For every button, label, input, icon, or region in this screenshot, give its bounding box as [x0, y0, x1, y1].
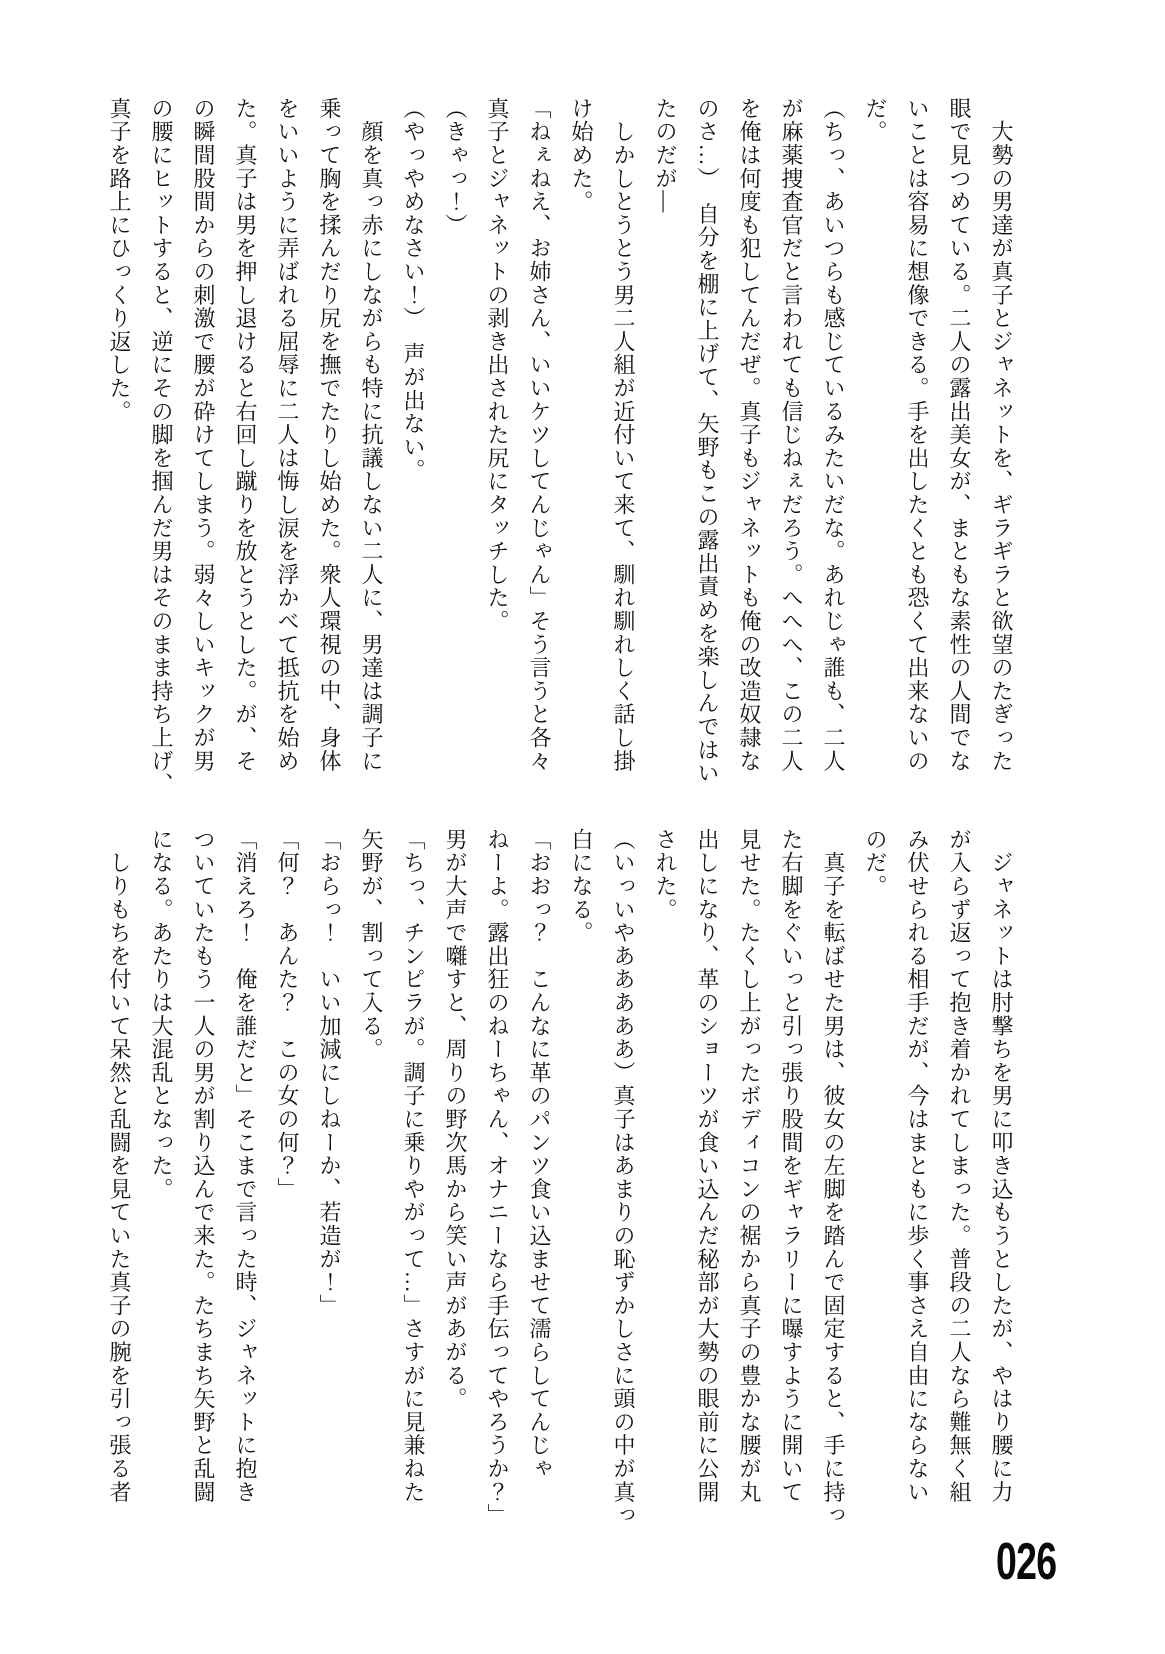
text-line: た右脚をぐいっと引っ張り股間をギャラリーに曝すように開いて	[779, 828, 804, 1504]
text-line: 矢野が、割って入る。	[359, 828, 384, 1061]
text-line: いことは容易に想像できる。手を出したくとも恐くて出来ないの	[905, 97, 930, 773]
text-line: になる。あたりは大混乱となった。	[149, 828, 174, 1201]
text-line: た。真子は男を押し退けると右回し蹴りを放とうとした。が、そ	[233, 97, 258, 773]
bottom-text-block	[98, 828, 1022, 1527]
text-line: のだ。	[863, 828, 888, 898]
text-line: ついていたもう一人の男が割り込んで来た。たちまち矢野と乱闘	[191, 828, 216, 1504]
text-line: 眼で見つめている。二人の露出美女が、まともな素性の人間でな	[947, 97, 972, 773]
text-line: が麻薬捜査官だと言われても信じねぇだろう。へへへ、この二人	[779, 97, 804, 773]
text-line: （ちっ、あいつらも感じているみたいだな。あれじゃ誰も、二人	[821, 97, 846, 773]
text-line: み伏せられる相手だが、今はまともに歩く事さえ自由にならない	[905, 828, 930, 1504]
text-line: 大勢の男達が真子とジャネットを、ギラギラと欲望のたぎった	[989, 97, 1014, 773]
text-line: 真子とジャネットの剥き出された尻にタッチした。	[485, 97, 510, 633]
text-line: 白になる。	[569, 828, 594, 945]
text-line: ねーよ。露出狂のねーちゃん、オナニーなら手伝ってやろうか？」	[485, 828, 510, 1527]
text-line: 「おらっ！ いい加減にしねーか、若造が！」	[317, 828, 342, 1318]
text-line: しかしとうとう男二人組が近付いて来て、馴れ馴れしく話し掛	[611, 97, 636, 773]
top-text-block	[98, 97, 1022, 796]
text-line: 顔を真っ赤にしながらも特に抗議しない二人に、男達は調子に	[359, 97, 384, 773]
text-line: だ。	[863, 97, 888, 144]
text-line: たのだが―	[653, 97, 678, 214]
text-line: のさ…） 自分を棚に上げて、矢野もこの露出責めを楽しんではい	[695, 97, 720, 785]
text-line: が入らず返って抱き着かれてしまった。普段の二人なら難無く組	[947, 828, 972, 1504]
text-line: （やっやめなさい！） 声が出ない。	[401, 97, 426, 483]
page-number: 026	[996, 1533, 1057, 1591]
text-line: （いっいやあああああ）真子はあまりの恥ずかしさに頭の中が真っ	[611, 828, 636, 1527]
text-line: の瞬間股間からの刺激で腰が砕けてしまう。弱々しいキックが男	[191, 97, 216, 773]
text-line: ジャネットは肘撃ちを男に叩き込もうとしたが、やはり腰に力	[989, 828, 1014, 1504]
text-line: 「おおっ？ こんなに革のパンツ食い込ませて濡らしてんじゃ	[527, 828, 552, 1481]
text-line: 見せた。たくし上がったボディコンの裾から真子の豊かな腰が丸	[737, 828, 762, 1504]
text-line: 「ねぇねえ、お姉さん、いいケツしてんじゃん」そう言うと各々	[527, 97, 552, 773]
text-line: された。	[653, 828, 678, 922]
text-line: を俺は何度も犯してんだぜ。真子もジャネットも俺の改造奴隷な	[737, 97, 762, 773]
text-line: 男が大声で囃すと、周りの野次馬から笑い声があがる。	[443, 828, 468, 1411]
text-line: 真子を転ばせた男は、彼女の左脚を踏んで固定すると、手に持っ	[821, 828, 846, 1527]
text-line: 出しになり、革のショーツが食い込んだ秘部が大勢の眼前に公開	[695, 828, 720, 1504]
text-line: 「消えろ！ 俺を誰だと」そこまで言った時、ジャネットに抱き	[233, 828, 258, 1504]
text-line: 「何？ あんた？ この女の何？」	[275, 828, 300, 1201]
text-line: 真子を路上にひっくり返した。	[107, 97, 132, 424]
text-line: をいいように弄ばれる屈辱に二人は悔し涙を浮かべて抵抗を始め	[275, 97, 300, 773]
text-line: （きゃっ！）	[443, 97, 468, 237]
text-line: 乗って胸を揉んだり尻を撫でたりし始めた。衆人環視の中、身体	[317, 97, 342, 773]
text-line: 「ちっ、チンピラが。調子に乗りやがって…」さすがに見兼ねた	[401, 828, 426, 1504]
text-line: け始めた。	[569, 97, 594, 214]
text-line: しりもちを付いて呆然と乱闘を見ていた真子の腕を引っ張る者	[107, 828, 132, 1504]
text-line: の腰にヒットすると、逆にその脚を掴んだ男はそのまま持ち上げ、	[149, 97, 174, 796]
